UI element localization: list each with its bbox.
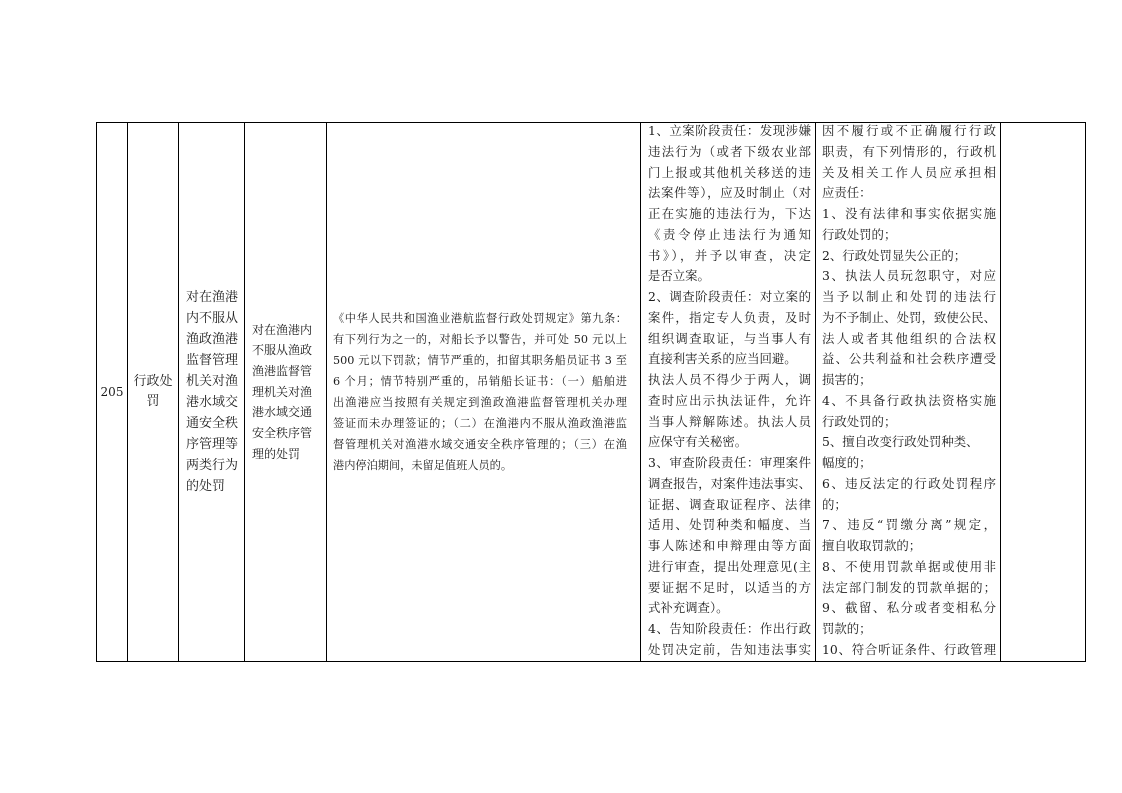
responsibility-text-line: 是否立案。: [648, 268, 710, 284]
responsibility-text-line: 1、立案阶段责任：发现涉嫌: [648, 123, 811, 138]
responsibility-text-line: 调查报告，对案件违法事实、: [648, 475, 811, 491]
sub-item-text-line: 安全秩序管: [252, 426, 313, 441]
responsibility-text-line: 适用、处罚种类和幅度、当: [648, 517, 811, 533]
accountability-text-line: 9、截留、私分或者变相私分: [822, 600, 996, 616]
item-name-text-line: 监督管理: [186, 353, 239, 368]
responsibility-text-line: 处罚决定前，告知违法事实: [648, 641, 811, 657]
item-name-text-line: 通安全秩: [186, 416, 239, 431]
responsibility-text-line: 组织调查取证，与当事人有: [648, 330, 811, 346]
item-name-text-line: 机关对渔: [186, 374, 239, 389]
responsibility-text-line: 事人陈述和申辩理由等方面: [648, 538, 811, 553]
accountability-text-line: 行政处罚的；: [822, 226, 897, 242]
responsibility-text-line: 当事人辩解陈述。执法人员: [648, 413, 811, 429]
legal-basis-text-line: 有下列行为之一的，对船长予以警告，并可处 50 元以上: [333, 333, 627, 346]
item-name-text-line: 的处罚: [186, 479, 226, 494]
accountability-text-line: 因不履行或不正确履行行政: [822, 123, 996, 138]
accountability-text-line: 6、违反法定的行政处罚程序: [822, 475, 996, 491]
accountability-text-line: 10、符合听证条件、行政管理: [822, 641, 996, 657]
responsibility-cell: [640, 123, 815, 661]
responsibility-text-line: 2、调查阶段责任：对立案的: [648, 289, 811, 304]
responsibility-text-line: 案件，指定专人负责，及时: [648, 309, 811, 325]
accountability-text-line: 为不予制止、处罚，致使公民、: [822, 309, 996, 325]
remarks-cell: [1000, 123, 1085, 661]
sub-item-text-line: 渔港监督管: [252, 363, 313, 378]
responsibility-text-line: 正在实施的违法行为，下达: [648, 206, 811, 221]
accountability-text-line: 职责，有下列情形的，行政机: [822, 143, 996, 159]
accountability-text-line: 法定部门制发的罚款单据的；: [822, 579, 996, 595]
accountability-text-line: 损害的；: [822, 372, 872, 387]
accountability-text-line: 2、行政处罚显失公正的；: [822, 247, 967, 263]
accountability-text-line: 益、公共利益和社会秩序遭受: [822, 351, 996, 367]
responsibility-text-line: 3、审查阶段责任：审理案件: [648, 455, 811, 470]
sub-item-text-line: 不服从渔政: [252, 343, 313, 358]
legal-basis-text-line: 出渔港应当按照有关规定到渔政渔港监督管理机关办理: [333, 396, 627, 409]
item-name-text-line: 对在渔港: [186, 290, 239, 305]
legal-basis-text-line: 6 个月；情节特别严重的，吊销船长证书：（一）船舶进: [333, 375, 627, 388]
sub-item-text-line: 港水域交通: [252, 405, 313, 420]
category-text-line: 行政处: [133, 374, 173, 389]
item-name-text-line: 内不服从: [186, 311, 239, 326]
item-name-text-line: 序管理等: [186, 437, 239, 452]
responsibility-text-line: 证据、调查取证程序、法律: [648, 496, 811, 512]
sub-item-text-line: 对在渔港内: [252, 322, 313, 337]
accountability-text-line: 当予以制止和处罚的违法行: [822, 289, 996, 304]
responsibility-text-line: 书》），并予以审查，决定: [648, 247, 811, 263]
accountability-text-line: 幅度的；: [822, 455, 872, 470]
accountability-text-line: 5、擅自改变行政处罚种类、: [822, 434, 979, 450]
item-name-cell: [178, 123, 244, 661]
sub-item-text-line: 理的处罚: [252, 446, 301, 461]
legal-basis-text-line: 港内停泊期间，未留足值班人员的。: [333, 459, 513, 472]
serial-number: 205: [100, 385, 124, 399]
legal-basis-text-line: 500 元以下罚款；情节严重的，扣留其职务船员证书 3 至: [333, 354, 627, 367]
accountability-text-line: 3、执法人员玩忽职守，对应: [822, 268, 996, 284]
accountability-text-line: 擅自收取罚款的；: [822, 538, 922, 553]
responsibility-text-line: 违法行为（或者下级农业部: [648, 143, 811, 159]
responsibility-text-line: 查时应出示执法证件，允许: [648, 392, 811, 408]
accountability-text-line: 7、违反“罚缴分离”规定，: [822, 517, 996, 533]
legal-basis-text-line: 督管理机关对渔港水域交通安全秩序管理的；（三）在渔: [333, 438, 627, 451]
legal-basis-cell: [326, 123, 640, 661]
responsibility-text-line: 门上报或其他机关移送的违: [648, 164, 811, 180]
accountability-text-line: 应责任：: [822, 185, 872, 201]
accountability-text-line: 8、不使用罚款单据或使用非: [822, 558, 996, 574]
accountability-cell: [815, 123, 1000, 661]
responsibility-text-line: 进行审查，提出处理意见(主: [648, 558, 811, 574]
accountability-text-line: 关及相关工作人员应承担相: [822, 164, 996, 180]
accountability-text-line: 行政处罚的；: [822, 413, 897, 429]
serial-number-cell: [97, 123, 127, 661]
legal-basis-text-line: 签证而未办理签证的；（二）在渔港内不服从渔政渔港监: [333, 417, 627, 430]
accountability-text-line: 1、没有法律和事实依据实施: [822, 206, 996, 221]
accountability-text-line: 罚款的；: [822, 621, 872, 636]
responsibility-text-line: 4、告知阶段责任：作出行政: [648, 621, 811, 636]
responsibility-text-line: 执法人员不得少于两人，调: [648, 372, 811, 387]
category-cell: [127, 123, 178, 661]
responsibility-table: [96, 122, 1086, 662]
item-name-text-line: 渔政渔港: [186, 332, 239, 347]
sub-item-name-cell: [244, 123, 326, 661]
accountability-text-line: 4、不具备行政执法资格实施: [822, 392, 996, 408]
responsibility-text-line: 《责令停止违法行为通知: [648, 226, 811, 242]
accountability-text-line: 的；: [822, 496, 847, 512]
responsibility-text-line: 要证据不足时，以适当的方: [648, 579, 811, 595]
category-text-line: 罚: [146, 394, 160, 409]
responsibility-text-line: 式补充调查）。: [648, 600, 729, 616]
item-name-text-line: 港水域交: [186, 395, 239, 410]
responsibility-text-line: 直接利害关系的应当回避。: [648, 351, 797, 367]
sub-item-text-line: 理机关对渔: [252, 384, 313, 399]
responsibility-text-line: 应保守有关秘密。: [648, 434, 748, 450]
responsibility-text-line: 法案件等），应及时制止（对: [648, 185, 811, 201]
legal-basis-text-line: 《中华人民共和国渔业港航监督行政处罚规定》第九条：: [333, 312, 627, 325]
accountability-text-line: 法人或者其他组织的合法权: [822, 330, 996, 346]
item-name-text-line: 两类行为: [186, 458, 239, 473]
